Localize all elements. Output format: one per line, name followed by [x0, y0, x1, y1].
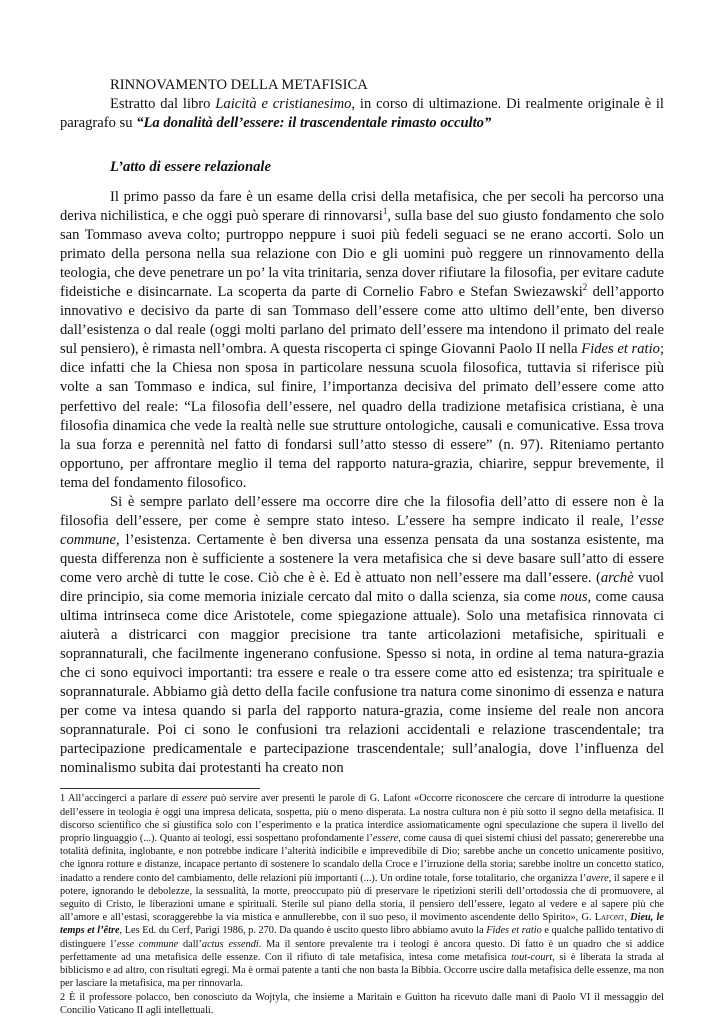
body-paragraph-1: Il primo passo da fare è un esame della crisi della metafisica, che per secoli ha percorso una deriva nichilistica, e che oggi può sperare di rinnovarsi$^1$, sulla base del suo giusto fondamento che solo san Tommaso aveva colto; purtroppo neppure i suoi più fedeli seguaci se ne erano accorti. Solo un primato della persona nella sua relazione con Dio e gli uomini può reggere un rinnovamento della teologia, che deve penetrare un po’ la vita trinitaria, senza dover rifiutare la filosofia, per evitare cadute fideistiche e disincarnate. La scoperta da parte di Cornelio Fabro e Stefan Swiezawski$^2$ dell’apporto innovativo e decisivo da parte di san Tommaso dell’essere come atto ultimo dell’ente, ben diverso dall’esistenza o dal reale (oggi molti parlano del primato dell’essere ma intendono il primato del reale sul pensiero), è rimasta nell’ombra. A questa riscoperta ci spinge Giovanni Paolo II nella Fides et ratio; dice infatti che la Chiesa non sposa in particolare nessuna scuola filosofica, tuttavia si riferisce più volte a san Tommaso e indica, sul finire, l’importanza decisiva del primato dell’essere come atto perfettivo del reale: “La filosofia dell’essere, nel quadro della tradizione metafisica cristiana, è una filosofia dinamica che vede la realtà nelle sue strutture ontologiche, causali e comunicative. Essa trova la sua forza e perennità nel fatto di fondarsi sull’atto stesso di essere” (n. 97). Riteniamo pertanto opportuno, per affrontare meglio il tema del rapporto natura-grazia, chiarire, seppur brevemente, il tema del fondamento filosofico.: [60, 189, 664, 491]
footnote-divider: [60, 788, 260, 789]
section-heading: L’atto di essere relazionale: [110, 159, 271, 175]
extract-note: Estratto dal libro Laicità e cristianesimo, in corso di ultimazione. Di realmente originale è il paragrafo su “La donalità dell’essere: il trascendentale rimasto occulto”: [60, 96, 664, 131]
footnote-2: 2 È il professore polacco, ben conosciuto da Wojtyla, che insieme a Maritain e Guitton ha ricevuto dalle mani di Paolo VI il messaggio del Concilio Vaticano II agli intellettuali.: [60, 991, 664, 1016]
footnote-1: 1 All’accingerci a parlare di essere può servire aver presenti le parole di G. Lafont «Occorre riconoscere che cercare di introdurre la questione dell’essere in teologia è oggi una impresa delicata, sospetta, più o meno disperata. La nostra cultura non è più sotto il segno della metafisica. Il discorso scientifico che si giustifica solo con l’esperimento e la pratica interdice assiomaticamente ogni speculazione che supera il livello del proprio linguaggio (...). Quanto ai teologi, essi sospettano profondamente l’essere, come causa di quei sistemi chiusi del passato; genererebbe una totalità definita, inglobante, e non potrebbe indicare l’alterità indicibile e imprevedibile di Dio; sarebbe anche un concetto unicamente positivo, che ignora rotture e distanze, incapace pertanto di sostenere lo scandalo della Croce e l’irruzione della storia; sarebbe inoltre un concetto statico, inadatto a rendere conto del cambiamento, delle relazioni più importanti (...). Un ordine totale, forse totalitario, che organizza l’avere, il sapere e il potere, ignorando le debolezze, la sessualità, la morte, preoccupato più di preservare le ripetizioni sterili dell’ortodossia che di promuovere, al seguito di Cristo, le liberazioni umane e spirituali. Sterile sul piano della storia, il pensiero dell’essere, legato al vedere e al sapere più che all’amore e all’estasi, scoraggerebbe la via mistica e annullerebbe, con il suo peso, il movimento ascendente dello Spirito», G. Lafont, Dieu, le temps et l’être, Les Ed. du Cerf, Parigi 1986, p. 270. Da quando è uscito questo libro abbiamo avuto la Fides et ratio e qualche pallido tentativo di distinguere l’esse commune dall’actus essendi. Ma il sentore prevalente tra i teologi è ancora questo. Di fatto è un quadro che si addice perfettamente ad una metafisica delle essenze. Con il rifiuto di tale metafisica, intesa come metafisica tout-court, si è liberata la strada al biblicismo e ad altro, con risultati egregi. Ma è ormai patente a tanti che non basta la Bibbia. Occorre uscire dalla metafisica delle essenze, ma non per lasciare la metafisica, ma per rinnovarla.: [60, 793, 665, 990]
book-title: Laicità e cristianesimo: [215, 96, 352, 112]
document-title: RINNOVAMENTO DELLA METAFISICA: [110, 77, 368, 93]
footnote-ref-2[interactable]: 2: [582, 282, 588, 293]
body-paragraph-2: Si è sempre parlato dell’essere ma occorre dire che la filosofia dell’atto di essere non è la filosofia dell’essere, per come è sempre stato inteso. L’essere ha sempre indicato il reale, l’esse commune, l’esistenza. Certamente è ben diversa una essenza pensata da una sostanza esistente, ma questa differenza non è sufficiente a sostenere la vera metafisica che si deve basare sull’atto di essere come vero archè di tutte le cose. Ciò che è è. Ed è attuato non nell’essere ma dall’essere. (archè vuol dire principio, sia come memoria iniziale cercato dal mito o dalla scienza, sia come nous, come causa ultima intrinseca come dice Aristotele, come spiegazione attuale). Solo una metafisica rinnovata ci aiuterà a districarci con maggior precisione tra tante articolazioni metafisiche, spirituali e soprannaturali, che facilmente ingenerano confusione. Spesso si nota, in ordine al tema natura-grazia che ci sono equivoci importanti: tra essere e reale o tra essere come atto ed esistenza; tra spirituale e soprannaturale. Abbiamo già detto della facile confusione tra natura come sinonimo di essenza e natura per come va intesa quando si parla del rapporto natura-grazia, come insieme del reale non ancora soprannaturale. Poi ci sono le confusioni tra relazioni accidentali e relazione trascendentale; tra partecipazione predicamentale e partecipazione trascendentale; sull’analogia, dove l’influenza del nominalismo subita dai protestanti ha creato non: [60, 493, 664, 777]
document-page: [60, 76, 664, 1017]
paragraph-title-quote: “La donalità dell’essere: il trascendentale rimasto occulto”: [136, 115, 492, 131]
footnote-ref-1[interactable]: 1: [382, 206, 388, 217]
